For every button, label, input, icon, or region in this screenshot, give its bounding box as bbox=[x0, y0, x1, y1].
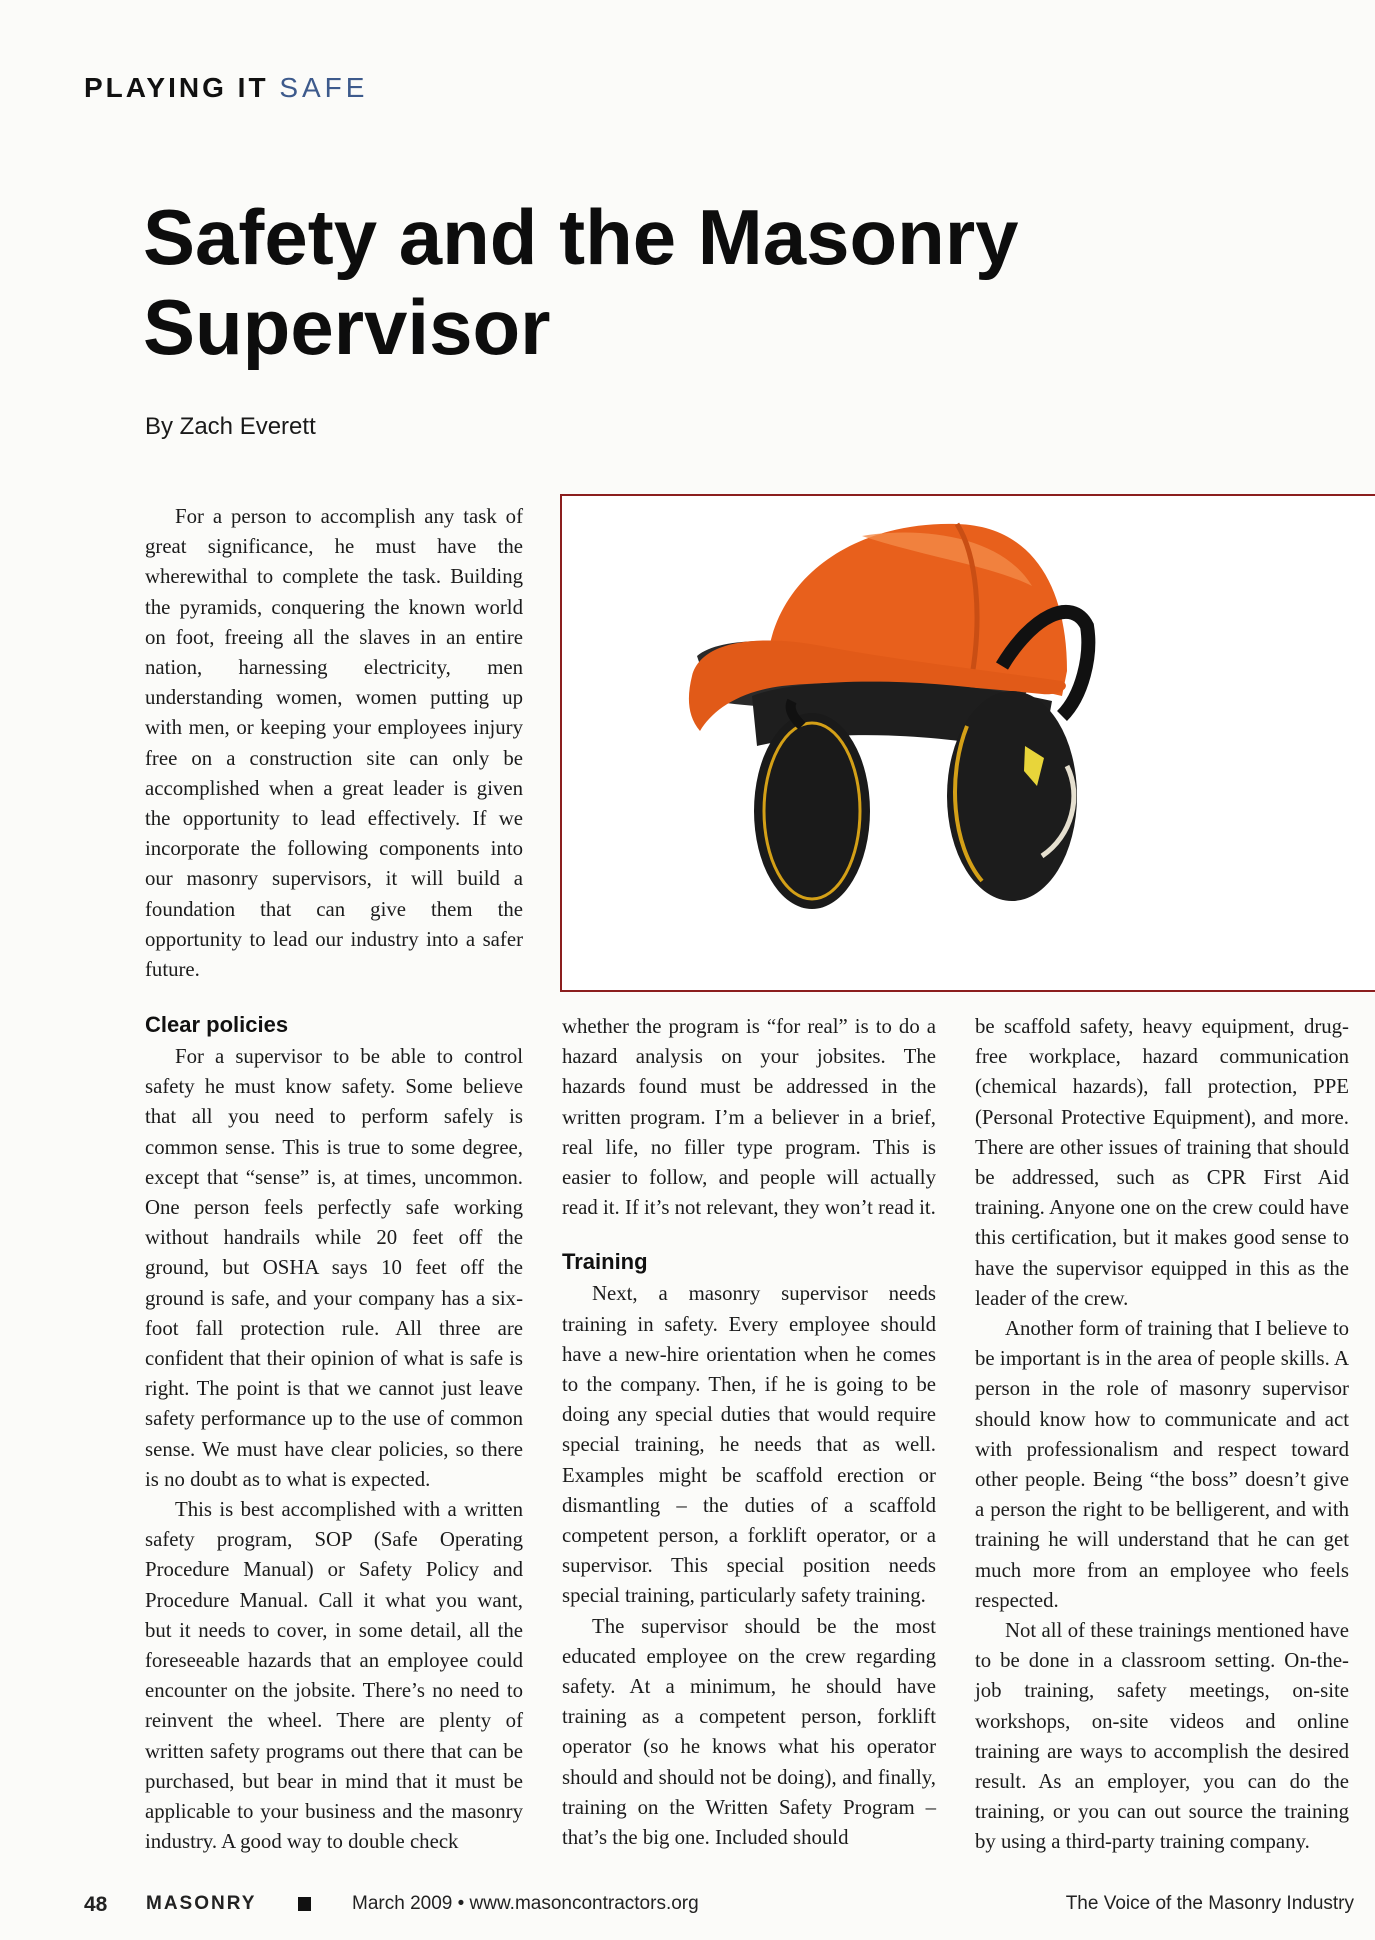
section-label bbox=[84, 72, 368, 104]
column-one bbox=[145, 1010, 523, 1857]
section-label-main: PLAYING IT bbox=[84, 72, 269, 103]
paragraph-policies-1: For a supervisor to be able to control safety he must know safety. Some believe that all you need to perform safely is common sense. This is true to some degree, except that “sense” is, at times, uncommon. One person feels perfectly safe working without handrails while 20 feet off the ground, but OSHA says 10 feet off the ground is safe, and your company has a six-foot fall protection rule. All three are confident that their opinion of what is safe is right. The point is that we cannot just leave safety performance up to the use of common sense. We must have clear policies, so there is no doubt as to what is expected. bbox=[145, 1045, 523, 1491]
issue-date-and-site: March 2009 • www.masoncontractors.org bbox=[352, 1893, 699, 1914]
paragraph-training-2-continued: be scaffold safety, heavy equipment, drug-free workplace, hazard communication (chemical hazards), fall protection, PPE (Personal Protective Equipment), and more. There are other issues of training that should be addressed, such as CPR First Aid training. Anyone one on the crew could have this certification, but it makes good sense to have the supervisor equipped in this as the leader of the crew. bbox=[975, 1015, 1349, 1310]
hard-hat-photo bbox=[560, 494, 1375, 992]
paragraph-training-2: The supervisor should be the most educated employee on the crew regarding safety. At a minimum, he should have training as a competent person, forklift operator (so he knows what his operator should and should not be doing), and finally, training on the Written Safety Program – that’s the big one. Included should bbox=[562, 1614, 936, 1850]
paragraph-training-4: Not all of these trainings mentioned have to be done in a classroom setting. On-the-job training, safety meetings, on-site workshops, on-site videos and online training are ways to accomplish the desired result. As an employer, you can do the training, or you can out source the training by using a third-party training company. bbox=[975, 1619, 1349, 1854]
magazine-tagline: The Voice of the Masonry Industry bbox=[1065, 1893, 1354, 1914]
magazine-name: MASONRY bbox=[146, 1893, 257, 1914]
paragraph-policies-2-continued: whether the program is “for real” is to do a hazard analysis on your jobsites. The hazards found must be addressed in the written program. I’m a believer in a brief, real life, no filler type program. This is easier to follow, and people will actually read it. If it’s not relevant, they won’t read it. bbox=[562, 1015, 936, 1220]
lead-paragraph-column bbox=[145, 502, 523, 985]
page-footer bbox=[84, 1893, 1354, 1923]
lead-paragraph: For a person to accomplish any task of great significance, he must have the wherewithal to complete the task. Building the pyramids, conquering the known world on foot, freeing all the slaves in an entire nation, harnessing electricity, men understanding women, women putting up with men, or keeping your employees injury free on a construction site can only be accomplished when a great leader is given the opportunity to lead effectively. If we incorporate the following components into our masonry supervisors, it will build a foundation that can give them the opportunity to lead our industry into a safer future. bbox=[145, 505, 523, 982]
page-number: 48 bbox=[84, 1893, 108, 1916]
heading-training: Training bbox=[562, 1249, 648, 1275]
column-three bbox=[975, 1012, 1349, 1858]
footer-square-icon bbox=[298, 1897, 311, 1911]
article-title: Safety and the Masonry Supervisor bbox=[143, 193, 1019, 371]
paragraph-training-3: Another form of training that I believe to be important is in the area of people skills. A person in the role of masonry supervisor should know how to communicate and act with professionalism and respect toward other people. Being “the boss” doesn’t give a person the right to be belligerent, and with training he will understand that he can get much more from an employee who feels respected. bbox=[975, 1317, 1349, 1612]
hard-hat-with-earmuffs-illustration bbox=[562, 496, 1375, 992]
paragraph-policies-2: This is best accomplished with a written safety program, SOP (Safe Operating Procedure Manual) or Safety Policy and Procedure Manual. Call it what you want, but it needs to cover, in some detail, all the foreseeable hazards that an employee could encounter on the jobsite. There’s no need to reinvent the wheel. There are plenty of written safety programs out there that can be purchased, but bear in mind that it must be applicable to your business and the masonry industry. A good way to double check bbox=[145, 1498, 523, 1854]
byline: By Zach Everett bbox=[145, 413, 316, 440]
heading-clear-policies: Clear policies bbox=[145, 1012, 289, 1037]
section-label-accent: SAFE bbox=[279, 72, 369, 103]
column-two bbox=[562, 1012, 936, 1853]
paragraph-training-1: Next, a masonry supervisor needs training in safety. Every employee should have a new-hire orientation when he comes to the company. Then, if he is going to be doing any special duties that would require special training, he needs that as well. Examples might be scaffold erection or dismantling – the duties of a scaffold competent person, a forklift operator, or a supervisor. This special position needs special training, particularly safety training. bbox=[562, 1282, 936, 1608]
